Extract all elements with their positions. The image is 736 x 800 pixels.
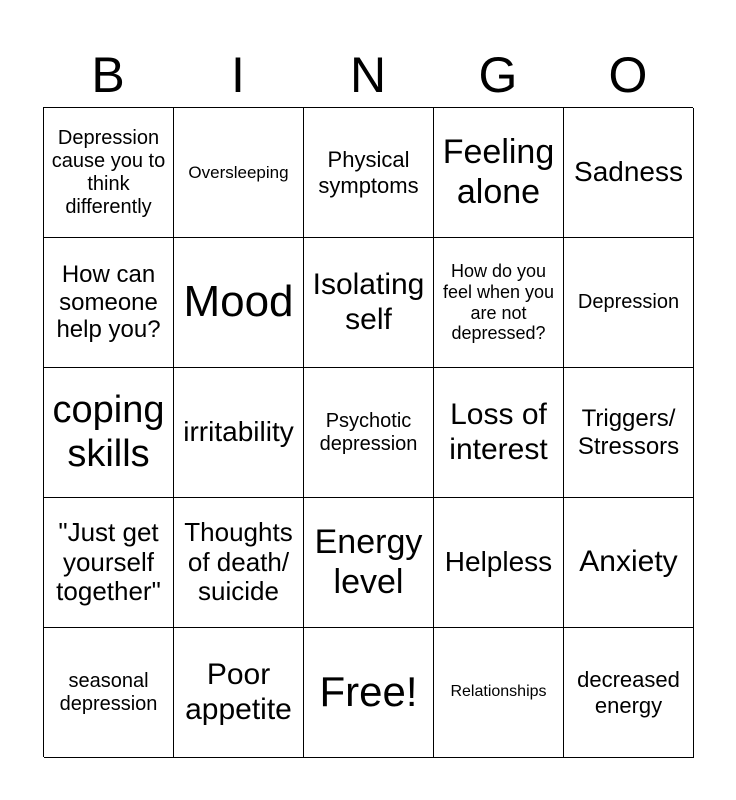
cell-text: Depression [577,291,680,313]
cell-text: Triggers/ Stressors [577,404,680,460]
bingo-cell-r4c5[interactable] [564,498,694,628]
bingo-cell-r2c1[interactable] [44,238,174,368]
bingo-cell-r1c2[interactable] [174,108,304,238]
header-letter-g: G [478,47,518,103]
bingo-cell-r3c3[interactable] [304,368,434,498]
bingo-cell-r1c5[interactable] [564,108,694,238]
cell-text: How do you feel when you are not depressed? [442,261,555,344]
bingo-cell-free[interactable] [304,628,434,758]
bingo-cell-r3c4[interactable] [434,368,564,498]
cell-text: Relationships [450,683,547,701]
cell-text: Depression cause you to think differently [51,126,166,218]
bingo-cell-r2c4[interactable] [434,238,564,368]
bingo-cell-r3c2[interactable] [174,368,304,498]
cell-text: How can someone help you? [56,261,161,344]
bingo-cell-r1c3[interactable] [304,108,434,238]
bingo-cell-r3c1[interactable] [44,368,174,498]
bingo-cell-r5c2[interactable] [174,628,304,758]
cell-text: Psychotic depression [319,409,418,455]
cell-text: Oversleeping [188,162,289,182]
bingo-cell-r2c3[interactable] [304,238,434,368]
bingo-cell-r1c4[interactable] [434,108,564,238]
header-letter-o: O [608,47,648,103]
cell-text: Thoughts of death/ suicide [184,516,293,607]
cell-text: coping skills [52,388,165,475]
cell-text: Feeling alone [442,133,555,211]
cell-text: decreased energy [577,667,680,718]
cell-text: Helpless [444,546,553,578]
cell-text: seasonal depression [59,669,158,715]
bingo-cell-r5c1[interactable] [44,628,174,758]
cell-text: Sadness [574,156,683,188]
bingo-cell-r2c2[interactable] [174,238,304,368]
bingo-cell-r4c1[interactable] [44,498,174,628]
bingo-cell-r4c3[interactable] [304,498,434,628]
cell-text: Physical symptoms [318,147,419,198]
bingo-cell-r5c5[interactable] [564,628,694,758]
cell-text: Anxiety [579,545,678,579]
free-space-text: Free! [319,668,418,716]
bingo-cell-r2c5[interactable] [564,238,694,368]
cell-text: Isolating self [312,268,425,336]
cell-text: Poor appetite [185,658,292,726]
header-letter-i: I [231,47,245,103]
cell-text: Mood [183,277,294,327]
bingo-cell-r3c5[interactable] [564,368,694,498]
cell-text: Energy level [314,523,423,601]
bingo-header [43,44,693,106]
cell-text: Loss of interest [449,398,548,466]
bingo-cell-r4c2[interactable] [174,498,304,628]
cell-text: "Just get yourself together" [56,516,161,607]
cell-text: irritability [183,416,294,448]
header-letter-b: B [91,47,125,103]
bingo-cell-r1c1[interactable] [44,108,174,238]
bingo-board [43,107,693,757]
bingo-cell-r4c4[interactable] [434,498,564,628]
header-letter-n: N [349,47,387,103]
bingo-cell-r5c4[interactable] [434,628,564,758]
